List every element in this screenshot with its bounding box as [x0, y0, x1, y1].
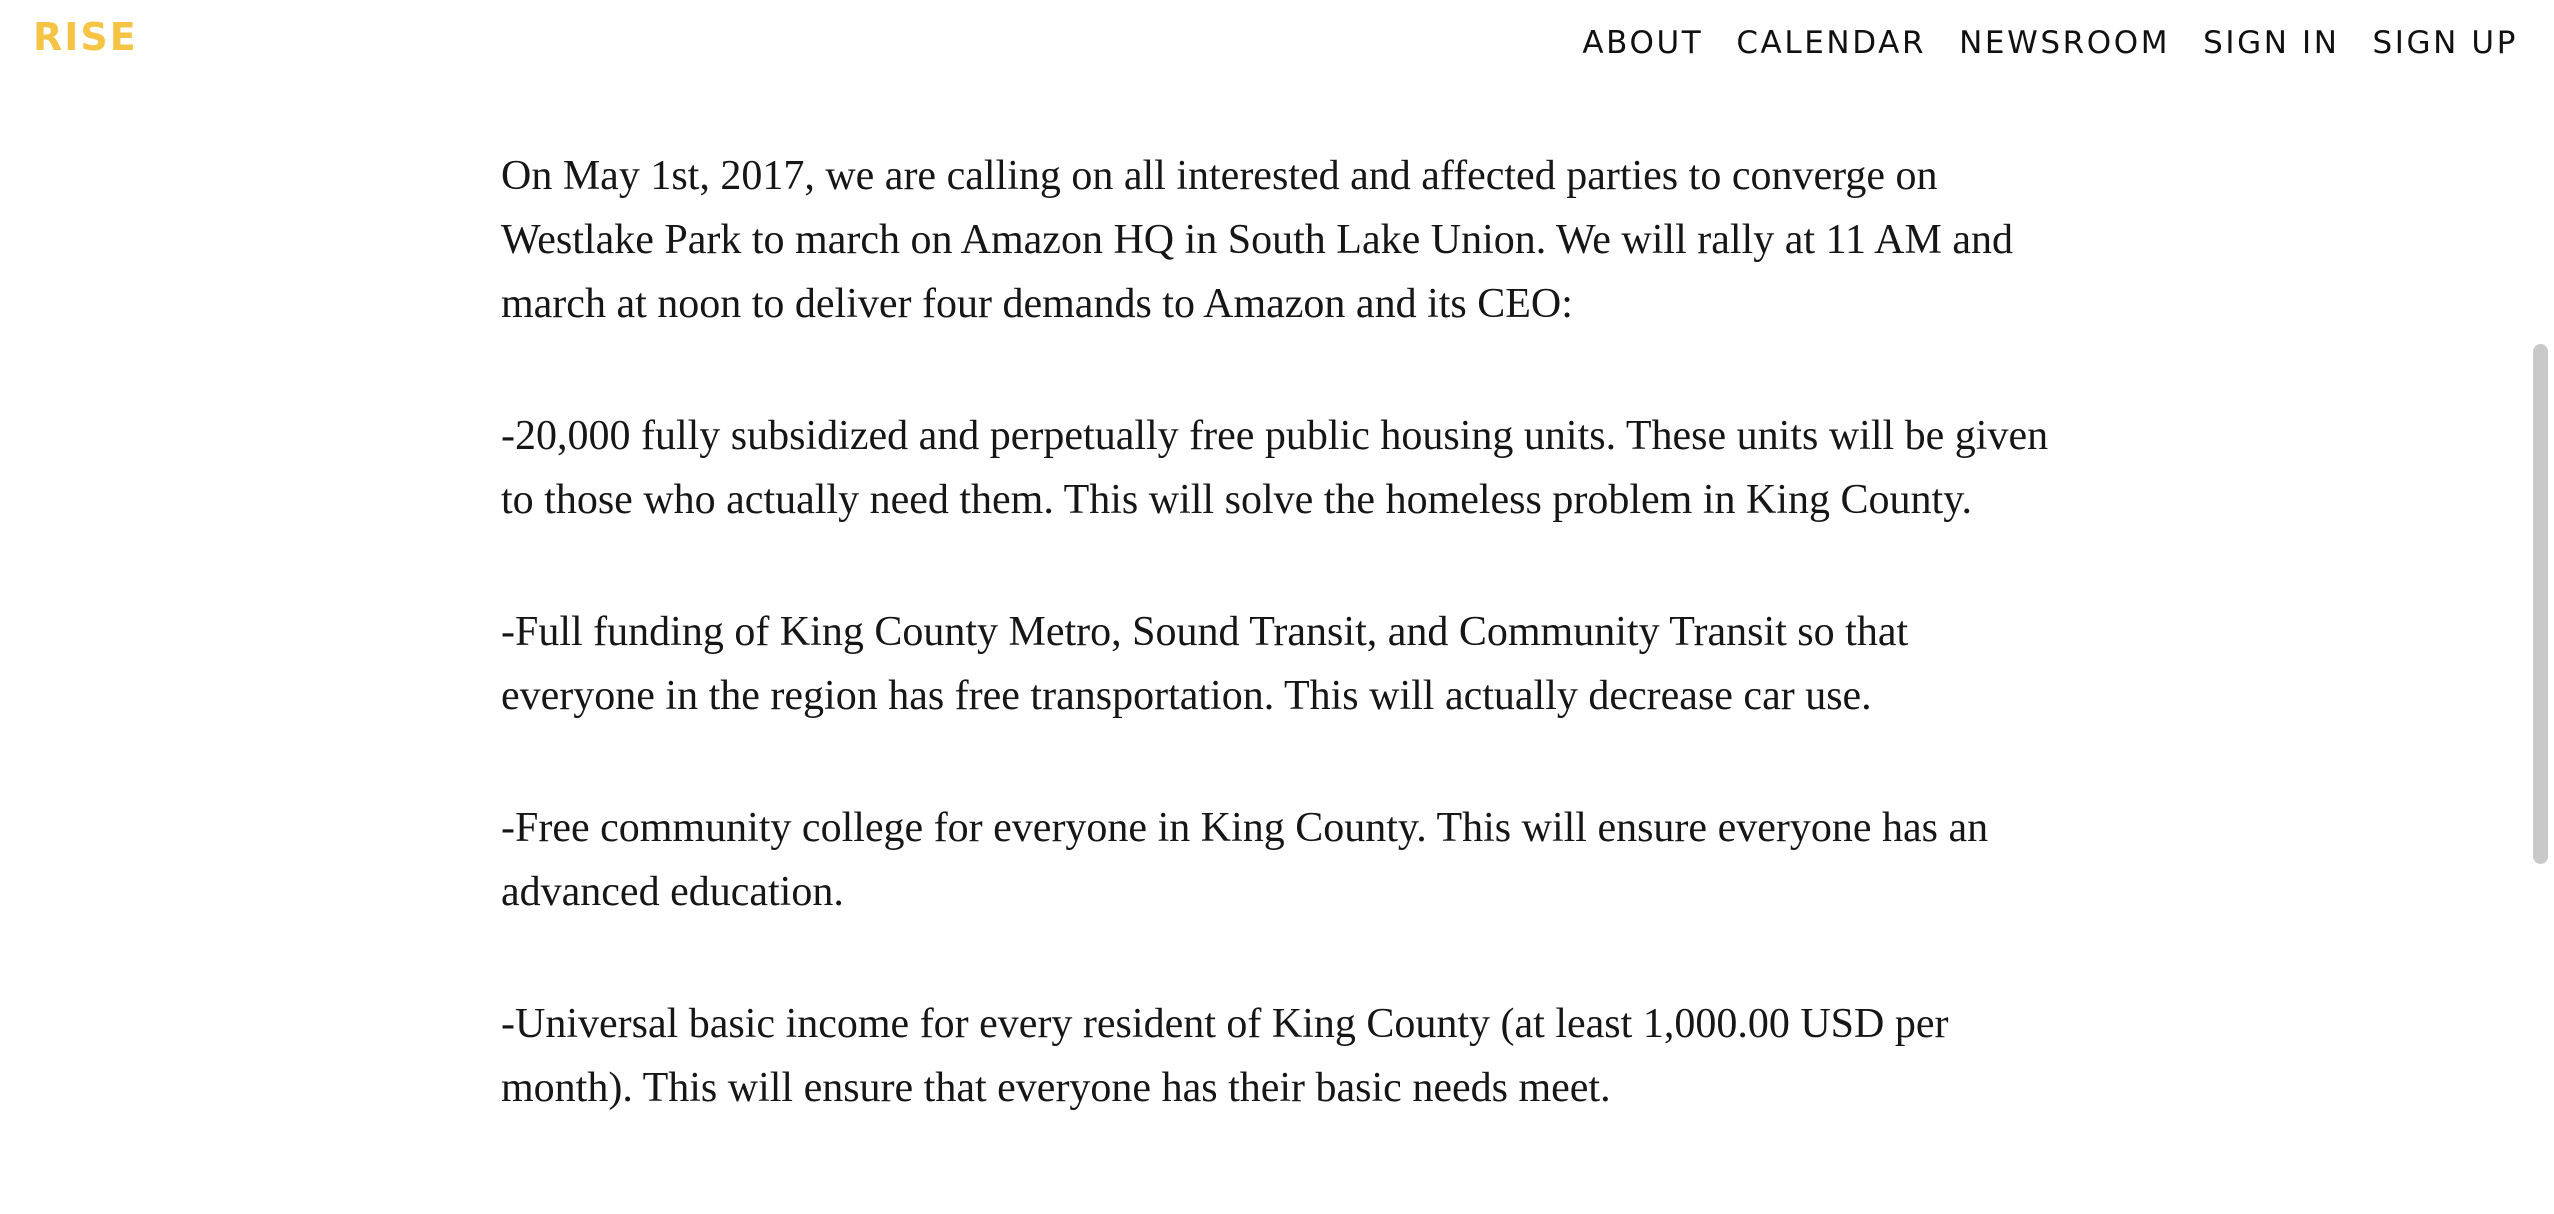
- article-paragraph-income-demand: -Universal basic income for every resident of King County (at least 1,000.00 USD per month). This will ensure that everyone has their basic needs meet.: [501, 1001, 1949, 1111]
- article-paragraph-intro: On May 1st, 2017, we are calling on all interested and affected parties to converge on Westlake Park to march on Amazon HQ in South Lake Union. We will rally at 11 AM and march at noon to deliver four demands to Amazon and its CEO:: [501, 153, 2013, 327]
- article-paragraph-housing-demand: -20,000 fully subsidized and perpetually free public housing units. These units will be given to those who actually need them. This will solve the homeless problem in King County.: [501, 413, 2049, 523]
- top-navigation-bar: [0, 0, 2554, 90]
- site-logo[interactable]: RISE: [33, 15, 138, 59]
- nav-newsroom-link[interactable]: NEWSROOM: [1959, 25, 2171, 61]
- article-paragraph-transit-demand: -Full funding of King County Metro, Sound Transit, and Community Transit so that everyone in the region has free transportation. This will actually decrease car use.: [501, 609, 1909, 719]
- nav-sign-up-link[interactable]: SIGN UP: [2372, 25, 2518, 61]
- article-content: [501, 144, 2061, 1188]
- nav-sign-in-link[interactable]: SIGN IN: [2203, 25, 2340, 61]
- scrollbar-thumb[interactable]: [2533, 344, 2548, 864]
- article-paragraph-college-demand: -Free community college for everyone in King County. This will ensure everyone has an advanced education.: [501, 805, 1989, 915]
- vertical-scrollbar[interactable]: [2528, 0, 2554, 1214]
- main-nav: [1582, 25, 2518, 61]
- nav-calendar-link[interactable]: CALENDAR: [1736, 25, 1927, 61]
- nav-about-link[interactable]: ABOUT: [1582, 25, 1704, 61]
